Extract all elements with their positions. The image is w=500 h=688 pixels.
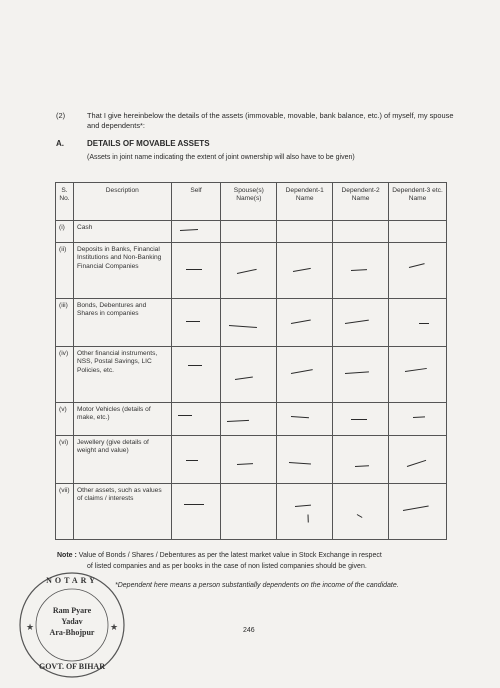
table-row xyxy=(56,484,447,540)
notary-seal xyxy=(12,570,132,680)
table-row xyxy=(56,403,447,436)
header-dependent-2: Dependent-2 Name xyxy=(333,183,389,221)
section-letter: A. xyxy=(56,139,64,148)
handwritten-dash xyxy=(277,243,333,299)
handwritten-dash xyxy=(389,299,447,347)
table-row xyxy=(56,436,447,484)
row-sno: (i) xyxy=(56,221,74,243)
handwritten-dash xyxy=(333,299,389,347)
movable-assets-table xyxy=(55,182,447,540)
row-sno: (vii) xyxy=(56,484,74,540)
table-row xyxy=(56,243,447,299)
seal-top-text: NOTARY xyxy=(46,576,98,585)
row-description: Cash xyxy=(73,221,171,243)
row-sno: (ii) xyxy=(56,243,74,299)
note-label: Note : xyxy=(57,552,77,559)
note-line-2: of listed companies and as per books in the case of non listed companies should be given. xyxy=(87,563,367,570)
handwritten-dash xyxy=(277,403,333,436)
handwritten-dash xyxy=(389,484,447,540)
seal-name-line-1: Ram Pyare xyxy=(52,606,92,615)
section-subtitle: (Assets in joint name indicating the extent of joint ownership will also have to be given) xyxy=(87,154,355,161)
handwritten-dash xyxy=(333,436,389,484)
handwritten-dash xyxy=(171,403,221,436)
handwritten-dash xyxy=(389,243,447,299)
handwritten-dash xyxy=(171,221,221,243)
handwritten-dash xyxy=(221,243,277,299)
page-number: 246 xyxy=(243,627,255,634)
handwritten-dash xyxy=(221,403,277,436)
intro-text: That I give hereinbelow the details of the assets (immovable, movable, bank balance, etc.) of myself, my spouse and dependents*: xyxy=(87,111,454,130)
handwritten-dash xyxy=(171,347,221,403)
table-row xyxy=(56,221,447,243)
handwritten-dash xyxy=(389,347,447,403)
seal-name-line-3: Ara-Bhojpur xyxy=(49,628,95,637)
row-description: Other assets, such as values of claims / interests xyxy=(73,484,171,540)
header-spouse: Spouse(s) Name(s) xyxy=(221,183,277,221)
handwritten-dash xyxy=(333,347,389,403)
row-description: Bonds, Debentures and Shares in companies xyxy=(73,299,171,347)
handwritten-dash xyxy=(277,484,333,540)
note-line-1: Value of Bonds / Shares / Debentures as per the latest market value in Stock Exchange in respect xyxy=(78,552,382,559)
handwritten-dash xyxy=(171,436,221,484)
handwritten-dash xyxy=(221,436,277,484)
svg-text:★: ★ xyxy=(26,622,35,632)
seal-name-line-2: Yadav xyxy=(61,617,83,626)
handwritten-dash xyxy=(277,299,333,347)
handwritten-dash xyxy=(277,436,333,484)
header-sno: S. No. xyxy=(56,183,74,221)
row-description: Motor Vehicles (details of make, etc.) xyxy=(73,403,171,436)
section-title: DETAILS OF MOVABLE ASSETS xyxy=(87,139,210,148)
header-dependent-1: Dependent-1 Name xyxy=(277,183,333,221)
svg-text:★: ★ xyxy=(110,622,119,632)
handwritten-dash xyxy=(333,243,389,299)
table-row xyxy=(56,299,447,347)
handwritten-dash xyxy=(171,484,221,540)
header-self: Self xyxy=(171,183,221,221)
handwritten-dash xyxy=(171,243,221,299)
row-description: Other financial instruments, NSS, Postal Savings, LIC Policies, etc. xyxy=(73,347,171,403)
seal-bottom-text: GOVT. OF BIHAR xyxy=(38,662,105,671)
table-row xyxy=(56,347,447,403)
row-sno: (iv) xyxy=(56,347,74,403)
handwritten-dash xyxy=(221,299,277,347)
handwritten-dash xyxy=(221,347,277,403)
row-description: Jewellery (give details of weight and value) xyxy=(73,436,171,484)
row-sno: (vi) xyxy=(56,436,74,484)
row-description: Deposits in Banks, Financial Institutions and Non-Banking Financial Companies xyxy=(73,243,171,299)
dependent-footnote: *Dependent here means a person substantially dependents on the income of the candidate. xyxy=(115,582,399,589)
handwritten-dash xyxy=(171,299,221,347)
handwritten-dash xyxy=(333,484,389,540)
row-sno: (iii) xyxy=(56,299,74,347)
intro-number: (2) xyxy=(56,111,66,120)
handwritten-dash xyxy=(277,347,333,403)
handwritten-dash xyxy=(333,403,389,436)
row-sno: (v) xyxy=(56,403,74,436)
handwritten-dash xyxy=(389,436,447,484)
header-dependent-3: Dependent-3 etc. Name xyxy=(389,183,447,221)
header-description: Description xyxy=(73,183,171,221)
note-block xyxy=(57,550,452,572)
handwritten-dash xyxy=(389,403,447,436)
table-header-row xyxy=(56,183,447,221)
